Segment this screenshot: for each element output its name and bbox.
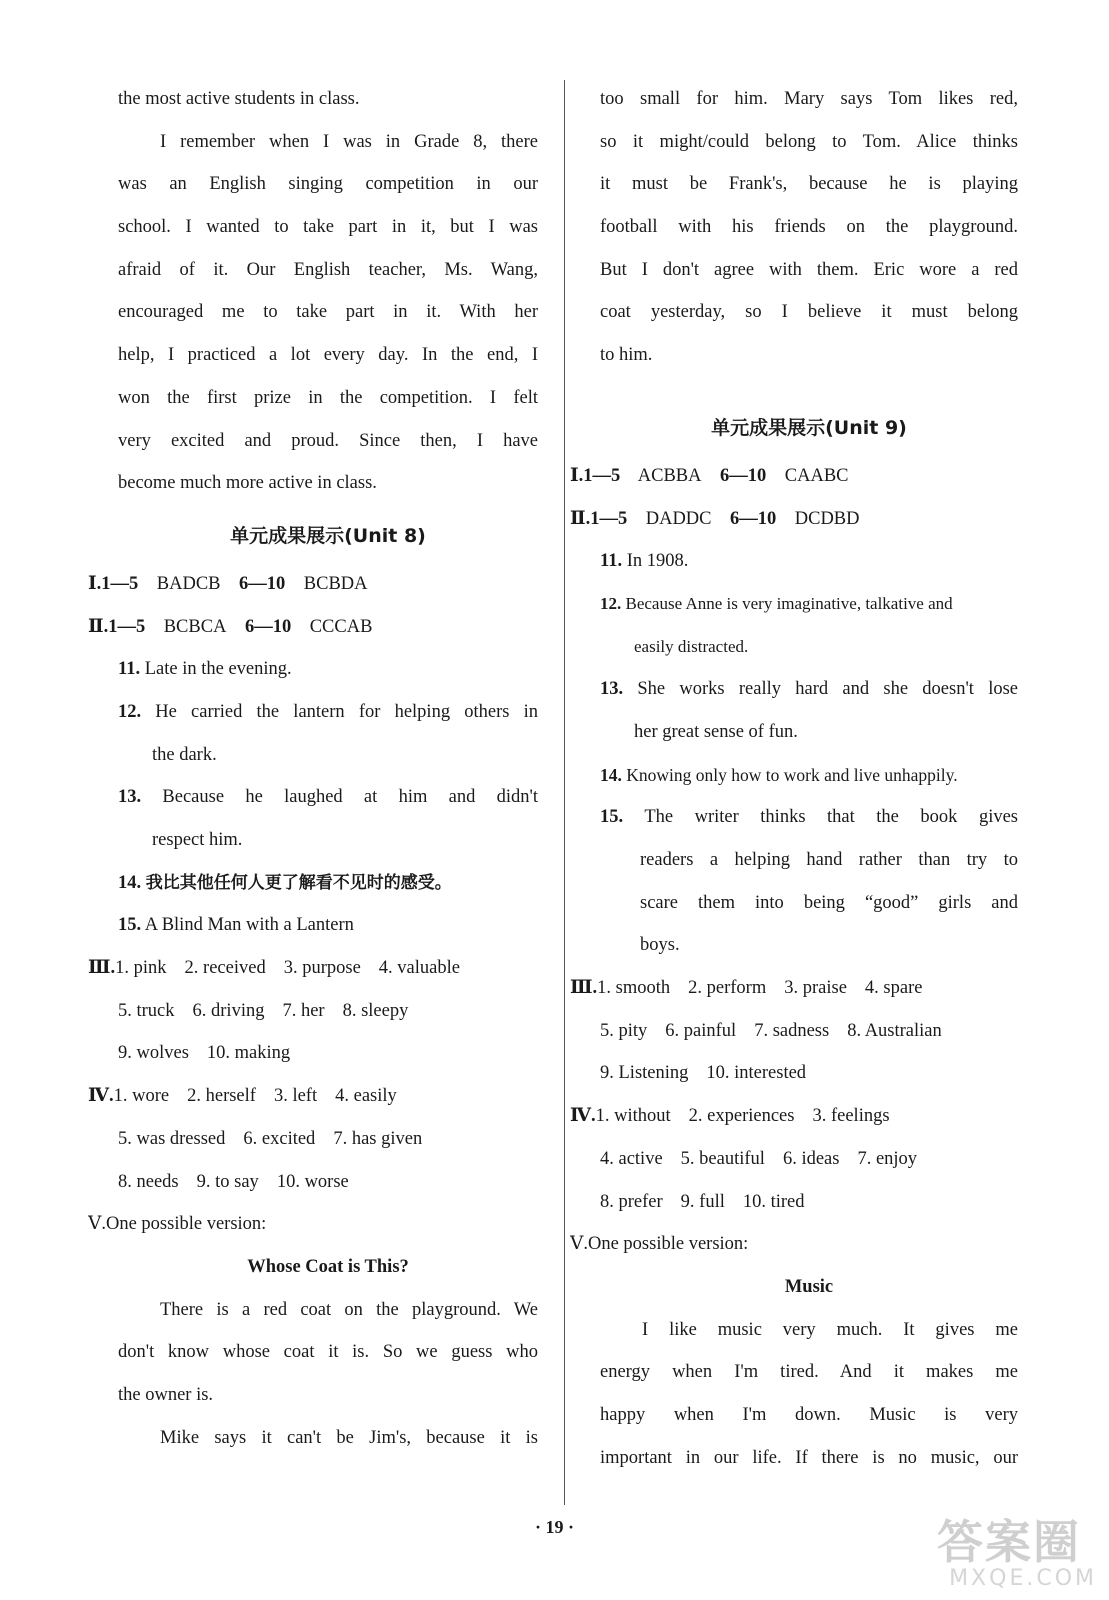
word-answer: 10. making xyxy=(206,1043,291,1064)
word-answer: 8. prefer xyxy=(600,1191,663,1212)
word-answer: 3. praise xyxy=(784,978,847,999)
page-number: · 19 · xyxy=(534,1517,574,1537)
spacer xyxy=(600,377,1018,397)
unit9-q12-cont: easily distracted. xyxy=(634,636,749,656)
word-answer: 5. truck xyxy=(118,1000,175,1021)
answer-text: The writer thinks that the book gives xyxy=(644,807,1018,828)
section-label: Ⅲ. xyxy=(570,978,598,999)
watermark-logo xyxy=(937,1515,1097,1596)
word-answer: 9. to say xyxy=(196,1171,259,1192)
unit8-section2 xyxy=(88,606,538,649)
answer-text: She works really hard and she doesn't lose xyxy=(637,679,1018,700)
word-answer: 9. wolves xyxy=(118,1043,189,1064)
paragraph-line: coat yesterday, so I believe it must belong xyxy=(600,302,1018,323)
word-answer: 6. driving xyxy=(192,1000,265,1021)
watermark-en: MXQE.COM xyxy=(949,1566,1097,1591)
unit8-q12 xyxy=(118,691,538,734)
word-answer: 2. perform xyxy=(688,978,767,999)
unit8-heading: 单元成果展示(Unit 8) xyxy=(230,524,426,547)
word-answer: 9. full xyxy=(680,1191,725,1212)
paragraph-line: But I don't agree with them. Eric wore a red xyxy=(600,259,1018,280)
watermark-cn: 答案圈 xyxy=(937,1515,1081,1569)
answers: DCDBD xyxy=(794,508,860,529)
word-answer: 1. smooth xyxy=(597,978,671,999)
paragraph-line: become much more active in class. xyxy=(118,473,377,494)
word-answer: 8. Australian xyxy=(847,1020,942,1041)
question-number: 15. xyxy=(600,807,624,828)
word-answer: 1. wore xyxy=(113,1086,170,1107)
answer-text: Because he laughed at him and didn't xyxy=(162,787,538,808)
word-answer: 3. purpose xyxy=(283,958,361,979)
word-answer: 4. easily xyxy=(335,1086,397,1107)
word-answer: 3. left xyxy=(273,1086,318,1107)
unit8-section3-row xyxy=(88,947,538,990)
word-answer: 4. valuable xyxy=(378,958,460,979)
answer-text: Knowing only how to work and live unhappily. xyxy=(626,764,958,785)
section-label: Ⅲ. xyxy=(88,958,116,979)
section-label: Ⅰ.1—5 xyxy=(570,465,621,486)
answer-text: Late in the evening. xyxy=(144,659,292,680)
word-answer: 6. painful xyxy=(665,1020,737,1041)
paragraph-line: very excited and proud. Since then, I have xyxy=(118,430,538,451)
question-number: 14. xyxy=(600,764,622,785)
unit9-section3-row xyxy=(600,1010,1018,1053)
unit9-q15-cont: readers a helping hand rather than try to xyxy=(640,850,1018,870)
paragraph-line: won the first prize in the competition. I felt xyxy=(118,387,538,408)
unit8-q15 xyxy=(118,904,538,947)
word-answer: 4. spare xyxy=(864,978,923,999)
section-label: Ⅳ. xyxy=(88,1086,114,1107)
unit9-section2 xyxy=(570,498,1018,541)
range-label: 6—10 xyxy=(244,616,292,637)
word-answer: 3. feelings xyxy=(812,1106,890,1127)
answers: DADDC xyxy=(645,508,712,529)
word-answer: 10. worse xyxy=(276,1171,349,1192)
unit9-section4-row xyxy=(600,1138,1018,1181)
paragraph-line: school. I wanted to take part in it, but I was xyxy=(118,217,538,238)
answers: BCBCA xyxy=(163,616,227,637)
word-answer: 10. tired xyxy=(742,1191,805,1212)
section-label: Ⅱ.1—5 xyxy=(88,616,146,637)
question-number: 15. xyxy=(118,915,142,936)
unit9-q15-cont: boys. xyxy=(640,935,680,956)
paragraph-line: encouraged me to take part in it. With her xyxy=(118,302,538,323)
unit9-q15 xyxy=(600,796,1018,839)
paragraph-line: afraid of it. Our English teacher, Ms. Wang, xyxy=(118,259,538,280)
word-answer: 1. without xyxy=(595,1106,671,1127)
answers: ACBBA xyxy=(637,465,702,486)
word-answer: 6. excited xyxy=(243,1128,316,1149)
answers: BADCB xyxy=(156,573,221,594)
range-label: 6—10 xyxy=(730,508,777,529)
word-answer: 2. herself xyxy=(187,1086,256,1107)
section-label: Ⅳ. xyxy=(570,1106,596,1127)
essay-line: important in our life. If there is no music, our xyxy=(600,1447,1018,1468)
answer-text: A Blind Man with a Lantern xyxy=(144,915,354,936)
unit9-section1 xyxy=(570,455,1018,498)
unit8-q11 xyxy=(118,648,538,691)
question-number: 12. xyxy=(600,593,622,613)
word-answer: 7. sadness xyxy=(754,1020,830,1041)
unit8-section1 xyxy=(88,563,538,606)
word-answer: 2. experiences xyxy=(688,1106,795,1127)
unit9-heading: 单元成果展示(Unit 9) xyxy=(711,416,907,439)
question-number: 11. xyxy=(600,551,623,572)
paragraph-line: was an English singing competition in our xyxy=(118,174,538,195)
word-answer: 2. received xyxy=(184,958,266,979)
unit8-q12-cont: the dark. xyxy=(152,744,217,765)
unit9-section4-row xyxy=(600,1181,1018,1224)
left-column xyxy=(88,78,538,1459)
unit9-section3-row xyxy=(570,967,1018,1010)
range-label: 6—10 xyxy=(239,573,286,594)
essay-title: Music xyxy=(784,1276,834,1297)
word-answer: 4. active xyxy=(600,1148,663,1169)
word-answer: 7. her xyxy=(282,1000,325,1021)
section-label: Ⅱ.1—5 xyxy=(570,508,628,529)
essay-line: There is a red coat on the playground. We xyxy=(160,1299,538,1320)
question-number: 13. xyxy=(600,679,624,700)
answer-text: Because Anne is very imaginative, talkative and xyxy=(625,593,953,613)
paragraph-line: too small for him. Mary says Tom likes red, xyxy=(600,89,1018,109)
paragraph-line: I remember when I was in Grade 8, there xyxy=(160,131,538,152)
essay-line: energy when I'm tired. And it makes me xyxy=(600,1362,1018,1383)
unit8-q14 xyxy=(118,862,538,905)
unit9-section4-row xyxy=(570,1095,1018,1138)
word-answer: 7. has given xyxy=(333,1128,423,1149)
right-column xyxy=(570,78,1018,1479)
unit9-section3-row xyxy=(600,1052,1018,1095)
essay-line: I like music very much. It gives me xyxy=(642,1319,1018,1340)
unit8-section3-row xyxy=(118,990,538,1033)
answers: CAABC xyxy=(784,465,849,486)
essay-line: Mike says it can't be Jim's, because it is xyxy=(160,1427,538,1448)
unit8-section5-label: Ⅴ.One possible version: xyxy=(88,1214,267,1235)
unit9-q15-cont: scare them into being “good” girls and xyxy=(640,892,1018,913)
unit9-q13-cont: her great sense of fun. xyxy=(634,721,798,742)
word-answer: 1. pink xyxy=(115,958,167,979)
unit8-section4-row xyxy=(118,1161,538,1204)
unit9-q13 xyxy=(600,668,1018,711)
answer-text: He carried the lantern for helping others in xyxy=(155,701,538,722)
section-label: Ⅰ.1—5 xyxy=(88,573,139,594)
paragraph-line: the most active students in class. xyxy=(118,89,360,109)
word-answer: 10. interested xyxy=(706,1063,807,1084)
word-answer: 7. enjoy xyxy=(857,1148,918,1169)
paragraph-line: so it might/could belong to Tom. Alice thinks xyxy=(600,131,1018,152)
word-answer: 8. sleepy xyxy=(342,1000,409,1021)
paragraph-line: it must be Frank's, because he is playing xyxy=(600,174,1018,195)
unit9-q12 xyxy=(600,583,1018,626)
paragraph-line: help, I practiced a lot every day. In the end, I xyxy=(118,345,538,366)
question-number: 12. xyxy=(118,701,142,722)
unit9-section5-label: Ⅴ.One possible version: xyxy=(570,1234,749,1255)
paragraph-line: to him. xyxy=(600,345,653,366)
unit9-q11 xyxy=(600,540,1018,583)
word-answer: 5. pity xyxy=(600,1020,648,1041)
paragraph-line: football with his friends on the playground. xyxy=(600,217,1018,238)
essay-line: don't know whose coat it is. So we guess who xyxy=(118,1342,538,1363)
unit9-q14 xyxy=(600,754,1018,797)
answers: CCCAB xyxy=(309,616,373,637)
unit8-section3-row xyxy=(118,1032,538,1075)
unit8-section4-row xyxy=(118,1118,538,1161)
word-answer: 8. needs xyxy=(118,1171,179,1192)
question-number: 14. xyxy=(118,872,142,893)
question-number: 11. xyxy=(118,659,141,680)
word-answer: 5. beautiful xyxy=(680,1148,765,1169)
answer-text: In 1908. xyxy=(626,551,689,572)
range-label: 6—10 xyxy=(720,465,767,486)
word-answer: 6. ideas xyxy=(782,1148,840,1169)
unit8-q13-cont: respect him. xyxy=(152,830,243,850)
question-number: 13. xyxy=(118,787,142,808)
word-answer: 9. Listening xyxy=(600,1063,689,1084)
unit8-q13 xyxy=(118,776,538,819)
answers: BCBDA xyxy=(303,573,368,594)
essay-line: happy when I'm down. Music is very xyxy=(600,1404,1018,1425)
word-answer: 5. was dressed xyxy=(118,1128,226,1149)
essay-title: Whose Coat is This? xyxy=(247,1256,409,1277)
essay-line: the owner is. xyxy=(118,1384,214,1405)
unit8-section4-row xyxy=(88,1075,538,1118)
answer-text: 我比其他任何人更了解看不见时的感受。 xyxy=(145,872,452,893)
column-divider xyxy=(564,80,565,1505)
